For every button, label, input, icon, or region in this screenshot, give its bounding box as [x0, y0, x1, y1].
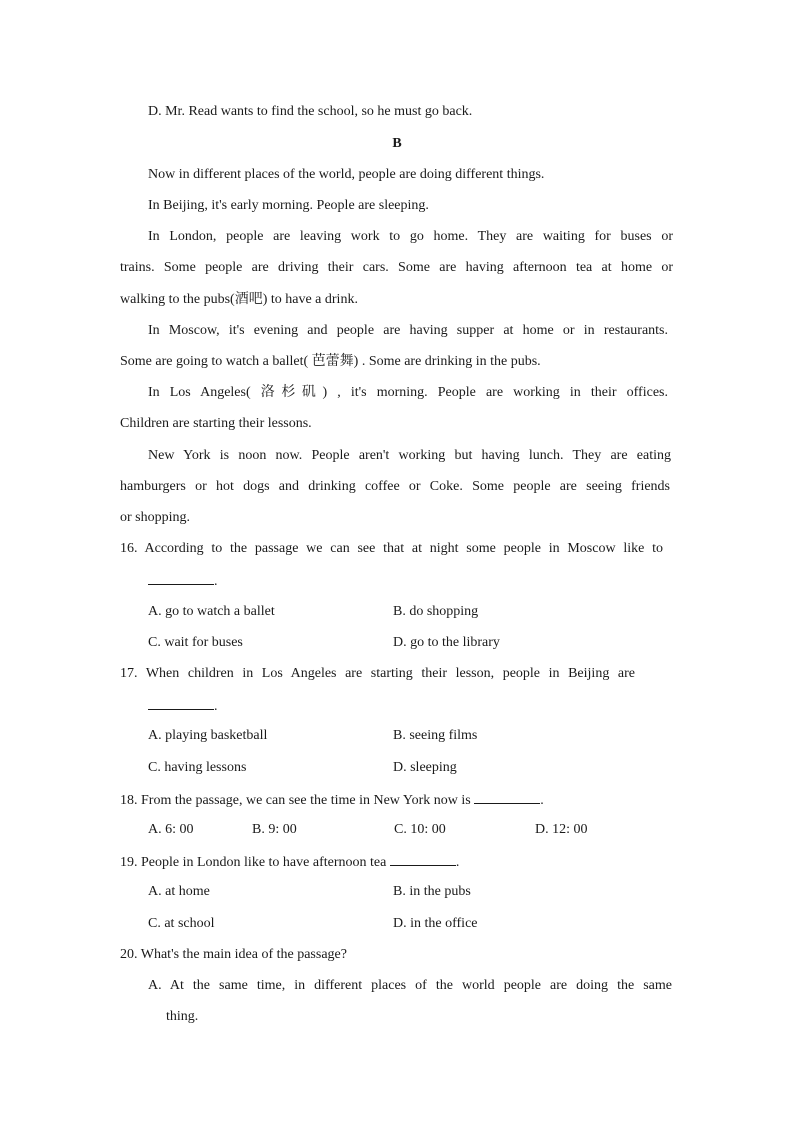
question-16-end: .: [214, 574, 218, 589]
question-18-end: .: [540, 793, 544, 808]
question-17-option-a: A. playing basketball: [148, 728, 268, 743]
question-17-end: .: [214, 699, 218, 714]
passage-paragraph-3-line-3: walking to the pubs(酒吧) to have a drink.: [120, 292, 358, 307]
previous-question-option-d: D. Mr. Read wants to find the school, so he must go back.: [148, 104, 473, 119]
question-20-stem: 20. What's the main idea of the passage?: [120, 947, 347, 962]
question-17-blank: [148, 696, 218, 716]
answer-blank: [474, 790, 540, 804]
answer-blank: [148, 696, 214, 710]
question-19-option-d: D. in the office: [393, 916, 478, 931]
question-16-option-a: A. go to watch a ballet: [148, 604, 275, 619]
question-17-stem: 17. When children in Los Angeles are starting their lesson, people in Beijing are: [120, 666, 635, 681]
passage-paragraph-6-line-2: hamburgers or hot dogs and drinking coffee or Coke. Some people are seeing friends: [120, 479, 670, 494]
answer-blank: [390, 852, 456, 866]
passage-paragraph-3-line-1: In London, people are leaving work to go home. They are waiting for buses or: [148, 229, 673, 244]
question-18-stem-line: [120, 790, 544, 810]
question-16-stem: 16. According to the passage we can see that at night some people in Moscow like to: [120, 541, 663, 556]
passage-paragraph-5-line-1: In Los Angeles( 洛杉矶) , it's morning. People are working in their offices.: [148, 385, 668, 400]
question-19-option-a: A. at home: [148, 884, 210, 899]
question-19-option-b: B. in the pubs: [393, 884, 471, 899]
question-17-option-d: D. sleeping: [393, 760, 457, 775]
passage-paragraph-6-line-3: or shopping.: [120, 510, 190, 525]
passage-paragraph-6-line-1: New York is noon now. People aren't working but having lunch. They are eating: [148, 448, 671, 463]
question-16-option-b: B. do shopping: [393, 604, 479, 619]
passage-paragraph-4-line-2: Some are going to watch a ballet( 芭蕾舞) . Some are drinking in the pubs.: [120, 354, 541, 369]
passage-paragraph-1: Now in different places of the world, people are doing different things.: [148, 167, 545, 182]
question-18-stem: 18. From the passage, we can see the time in New York now is: [120, 793, 475, 808]
passage-paragraph-3-line-2: trains. Some people are driving their cars. Some are having afternoon tea at home or: [120, 260, 673, 275]
question-19-stem: 19. People in London like to have afternoon tea: [120, 855, 390, 870]
section-title: B: [392, 136, 402, 151]
question-18-option-b: B. 9: 00: [252, 822, 297, 837]
question-19-option-c: C. at school: [148, 916, 215, 931]
passage-paragraph-2: In Beijing, it's early morning. People are sleeping.: [148, 198, 429, 213]
question-18-option-a: A. 6: 00: [148, 822, 194, 837]
question-19-end: .: [455, 855, 460, 870]
question-18-option-d: D. 12: 00: [535, 822, 588, 837]
question-16-option-d: D. go to the library: [393, 635, 500, 650]
question-19-stem-line: [120, 852, 459, 872]
question-17-option-c: C. having lessons: [148, 760, 247, 775]
question-20-option-a-line-1: A. At the same time, in different places of the world people are doing the same: [148, 978, 672, 993]
passage-paragraph-4-line-1: In Moscow, it's evening and people are having supper at home or in restaurants.: [148, 323, 668, 338]
question-20-option-a-line-2: thing.: [166, 1009, 199, 1024]
question-16-option-c: C. wait for buses: [148, 635, 243, 650]
question-18-option-c: C. 10: 00: [394, 822, 446, 837]
passage-paragraph-5-line-2: Children are starting their lessons.: [120, 416, 312, 431]
answer-blank: [148, 571, 214, 585]
question-17-option-b: B. seeing films: [393, 728, 478, 743]
question-16-blank: [148, 571, 218, 591]
